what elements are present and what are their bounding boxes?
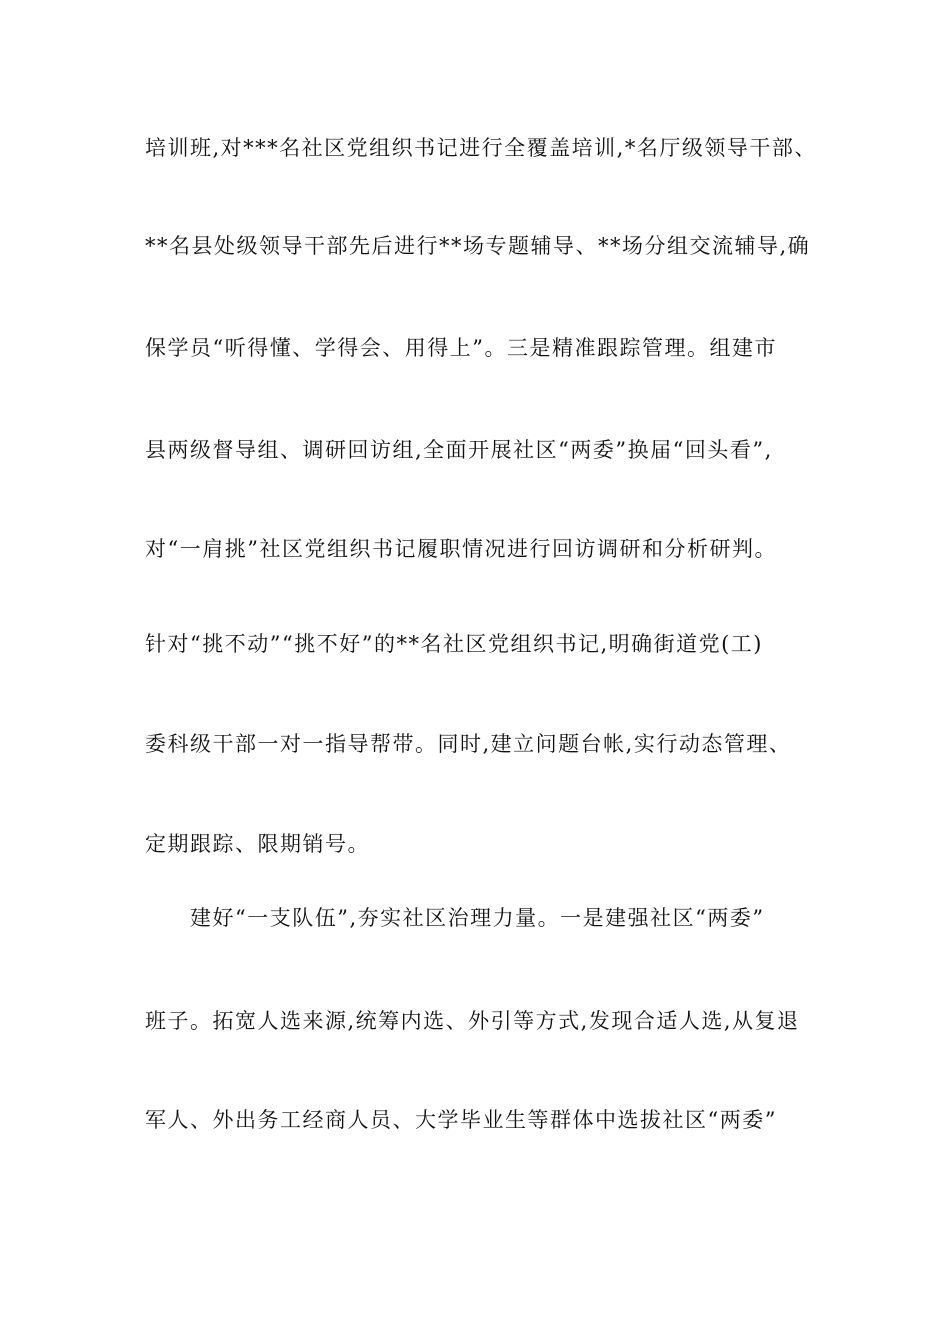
text-line-3: 保学员“听得懂、学得会、用得上”。三是精准跟踪管理。组建市 [145, 336, 777, 360]
text-line-8: 定期跟踪、限期销号。 [145, 832, 370, 856]
text-line-1: 培训班,对***名社区党组织书记进行全覆盖培训,*名厅级领导干部、 [145, 136, 817, 160]
text-line-2: **名县处级领导干部先后进行**场专题辅导、**场分组交流辅导,确 [145, 234, 811, 258]
paragraph-start-line: 建好“一支队伍”,夯实社区治理力量。一是建强社区“两委” [190, 906, 765, 930]
text-line-6: 针对“挑不动”“挑不好”的**名社区党组织书记,明确街道党(工) [145, 632, 764, 656]
text-line-11: 军人、外出务工经商人员、大学毕业生等群体中选拔社区“两委” [145, 1108, 777, 1132]
text-line-7: 委科级干部一对一指导帮带。同时,建立问题台帐,实行动态管理、 [145, 732, 792, 756]
text-line-5: 对“一肩挑”社区党组织书记履职情况进行回访调研和分析研判。 [145, 537, 777, 561]
text-line-4: 县两级督导组、调研回访组,全面开展社区“两委”换届“回头看”, [145, 438, 773, 462]
text-line-10: 班子。拓宽人选来源,统筹内选、外引等方式,发现合适人选,从复退 [145, 1009, 800, 1033]
